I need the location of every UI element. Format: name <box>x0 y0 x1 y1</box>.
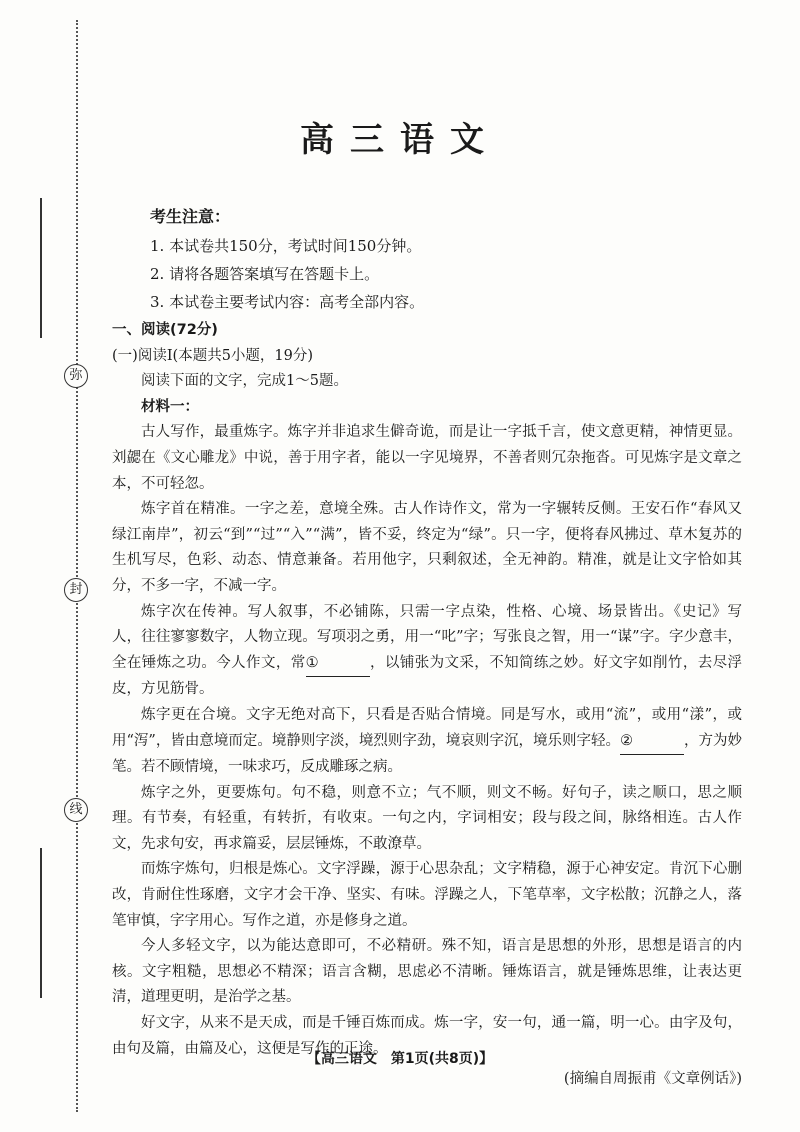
section-heading: 一、阅读(72分) <box>112 322 218 338</box>
paragraph-6 <box>112 857 742 934</box>
material-label: 材料一： <box>141 398 199 415</box>
seal-char-mi: 弥 <box>64 364 88 388</box>
page-footer: 【高三语文 第1页(共8页)】 <box>306 1051 494 1067</box>
paragraph-text: 古人写作，最重炼字。炼字并非追求生僻奇诡，而是让一字抵千言，使文意更精，神情更显。刘勰在《文心雕龙》中说，善于用字者，能以一字见境界，不善者则冗杂拖沓。可见炼字是文章之本，不可轻忽。 <box>112 424 742 492</box>
page-title: 高三语文 <box>300 120 500 160</box>
seal-char-feng: 封 <box>64 578 88 602</box>
notice-heading: 考生注意： <box>150 207 231 226</box>
section-subheading: (一)阅读Ⅰ(本题共5小题，19分) <box>112 347 314 364</box>
source-citation: (摘编自周振甫《文章例话》) <box>563 1071 742 1088</box>
paragraph-7 <box>112 934 742 1011</box>
paragraph-text: 炼字之外，更要炼句。句不稳，则意不立；气不顺，则文不畅。好句子，读之顺口，思之顺理。有节奏，有轻重，有转折，有收束。一句之内，字词相安；段与段之间，脉络相连。古人作文，先求句安，再求篇妥，层层锤炼，不敢潦草。 <box>112 784 742 852</box>
paragraph-text: 今人多轻文字，以为能达意即可，不必精研。殊不知，语言是思想的外形，思想是语言的内核。文字粗糙，思想必不精深；语言含糊，思虑必不清晰。锤炼语言，就是锤炼思维，让表达更清，道理更明，是治学之基。 <box>112 938 742 1006</box>
exam-notice <box>150 204 424 313</box>
paragraph-1 <box>112 420 742 497</box>
notice-item: 1. 本试卷共150分，考试时间150分钟。 <box>150 237 422 255</box>
paragraph-5 <box>112 781 742 858</box>
paragraph-text: 而炼字炼句，归根是炼心。文字浮躁，源于心思杂乱；文字精稳，源于心神安定。肯沉下心删改，肯耐住性琢磨，文字才会干净、坚实、有味。浮躁之人，下笔草率，文字松散；沉静之人，落笔审慎，字字用心。写作之道，亦是修身之道。 <box>112 861 742 929</box>
paragraph-text: 炼字更在合境。文字无绝对高下，只看是否贴合情境。同是写水，或用“流”，或用“漾”，或用“泻”，皆由意境而定。境静则字淡，境烈则字劲，境哀则字沉，境乐则字轻。 <box>112 706 742 749</box>
margin-bar-top <box>40 198 42 338</box>
seal-char-xian: 线 <box>64 798 88 822</box>
answer-blank-1: ① <box>306 651 370 678</box>
paragraph-text: ，以铺张为文采，不知简练之妙。好文字如削竹，去尽浮皮，方见筋骨。 <box>112 654 743 698</box>
binding-dotted-line <box>76 20 78 1112</box>
paragraph-3 <box>112 600 742 703</box>
paragraph-text: ，方为妙笔。若不顾情境，一味求巧，反成雕琢之病。 <box>112 732 743 776</box>
paragraph-text: 炼字次在传神。写人叙事，不必铺陈，只需一字点染，性格、心境、场景皆出。《史记》写人，往往寥寥数字，人物立现。写项羽之勇，用一“叱”字；写张良之智，用一“谋”字。字少意丰，全在锤炼之功。今人作文，常 <box>112 603 742 671</box>
section-instruction: 阅读下面的文字，完成1～5题。 <box>141 373 348 390</box>
paragraph-text: 炼字首在精准。一字之差，意境全殊。古人作诗作文，常为一字辗转反侧。王安石作“春风又绿江南岸”，初云“到”“过”“入”“满”，皆不妥，终定为“绿”。只一字，便将春风拂过、草木复苏的生机写尽，色彩、动态、情意兼备。若用他字，只剩叙述，全无神韵。精准，就是让文字恰如其分，不多一字，不减一字。 <box>112 501 742 594</box>
paragraph-4 <box>112 703 742 781</box>
notice-item: 3. 本试卷主要考试内容：高考全部内容。 <box>150 293 425 311</box>
notice-item: 2. 请将各题答案填写在答题卡上。 <box>150 265 380 283</box>
margin-bar-bottom <box>40 848 42 998</box>
paragraph-text: 好文字，从来不是天成，而是千锤百炼而成。炼一字，安一句，通一篇，明一心。由字及句，由句及篇，由篇及心，这便是写作的正途。 <box>112 1015 742 1057</box>
paragraph-2 <box>112 497 742 599</box>
reading-section <box>112 318 742 1094</box>
answer-blank-2: ② <box>620 729 684 756</box>
